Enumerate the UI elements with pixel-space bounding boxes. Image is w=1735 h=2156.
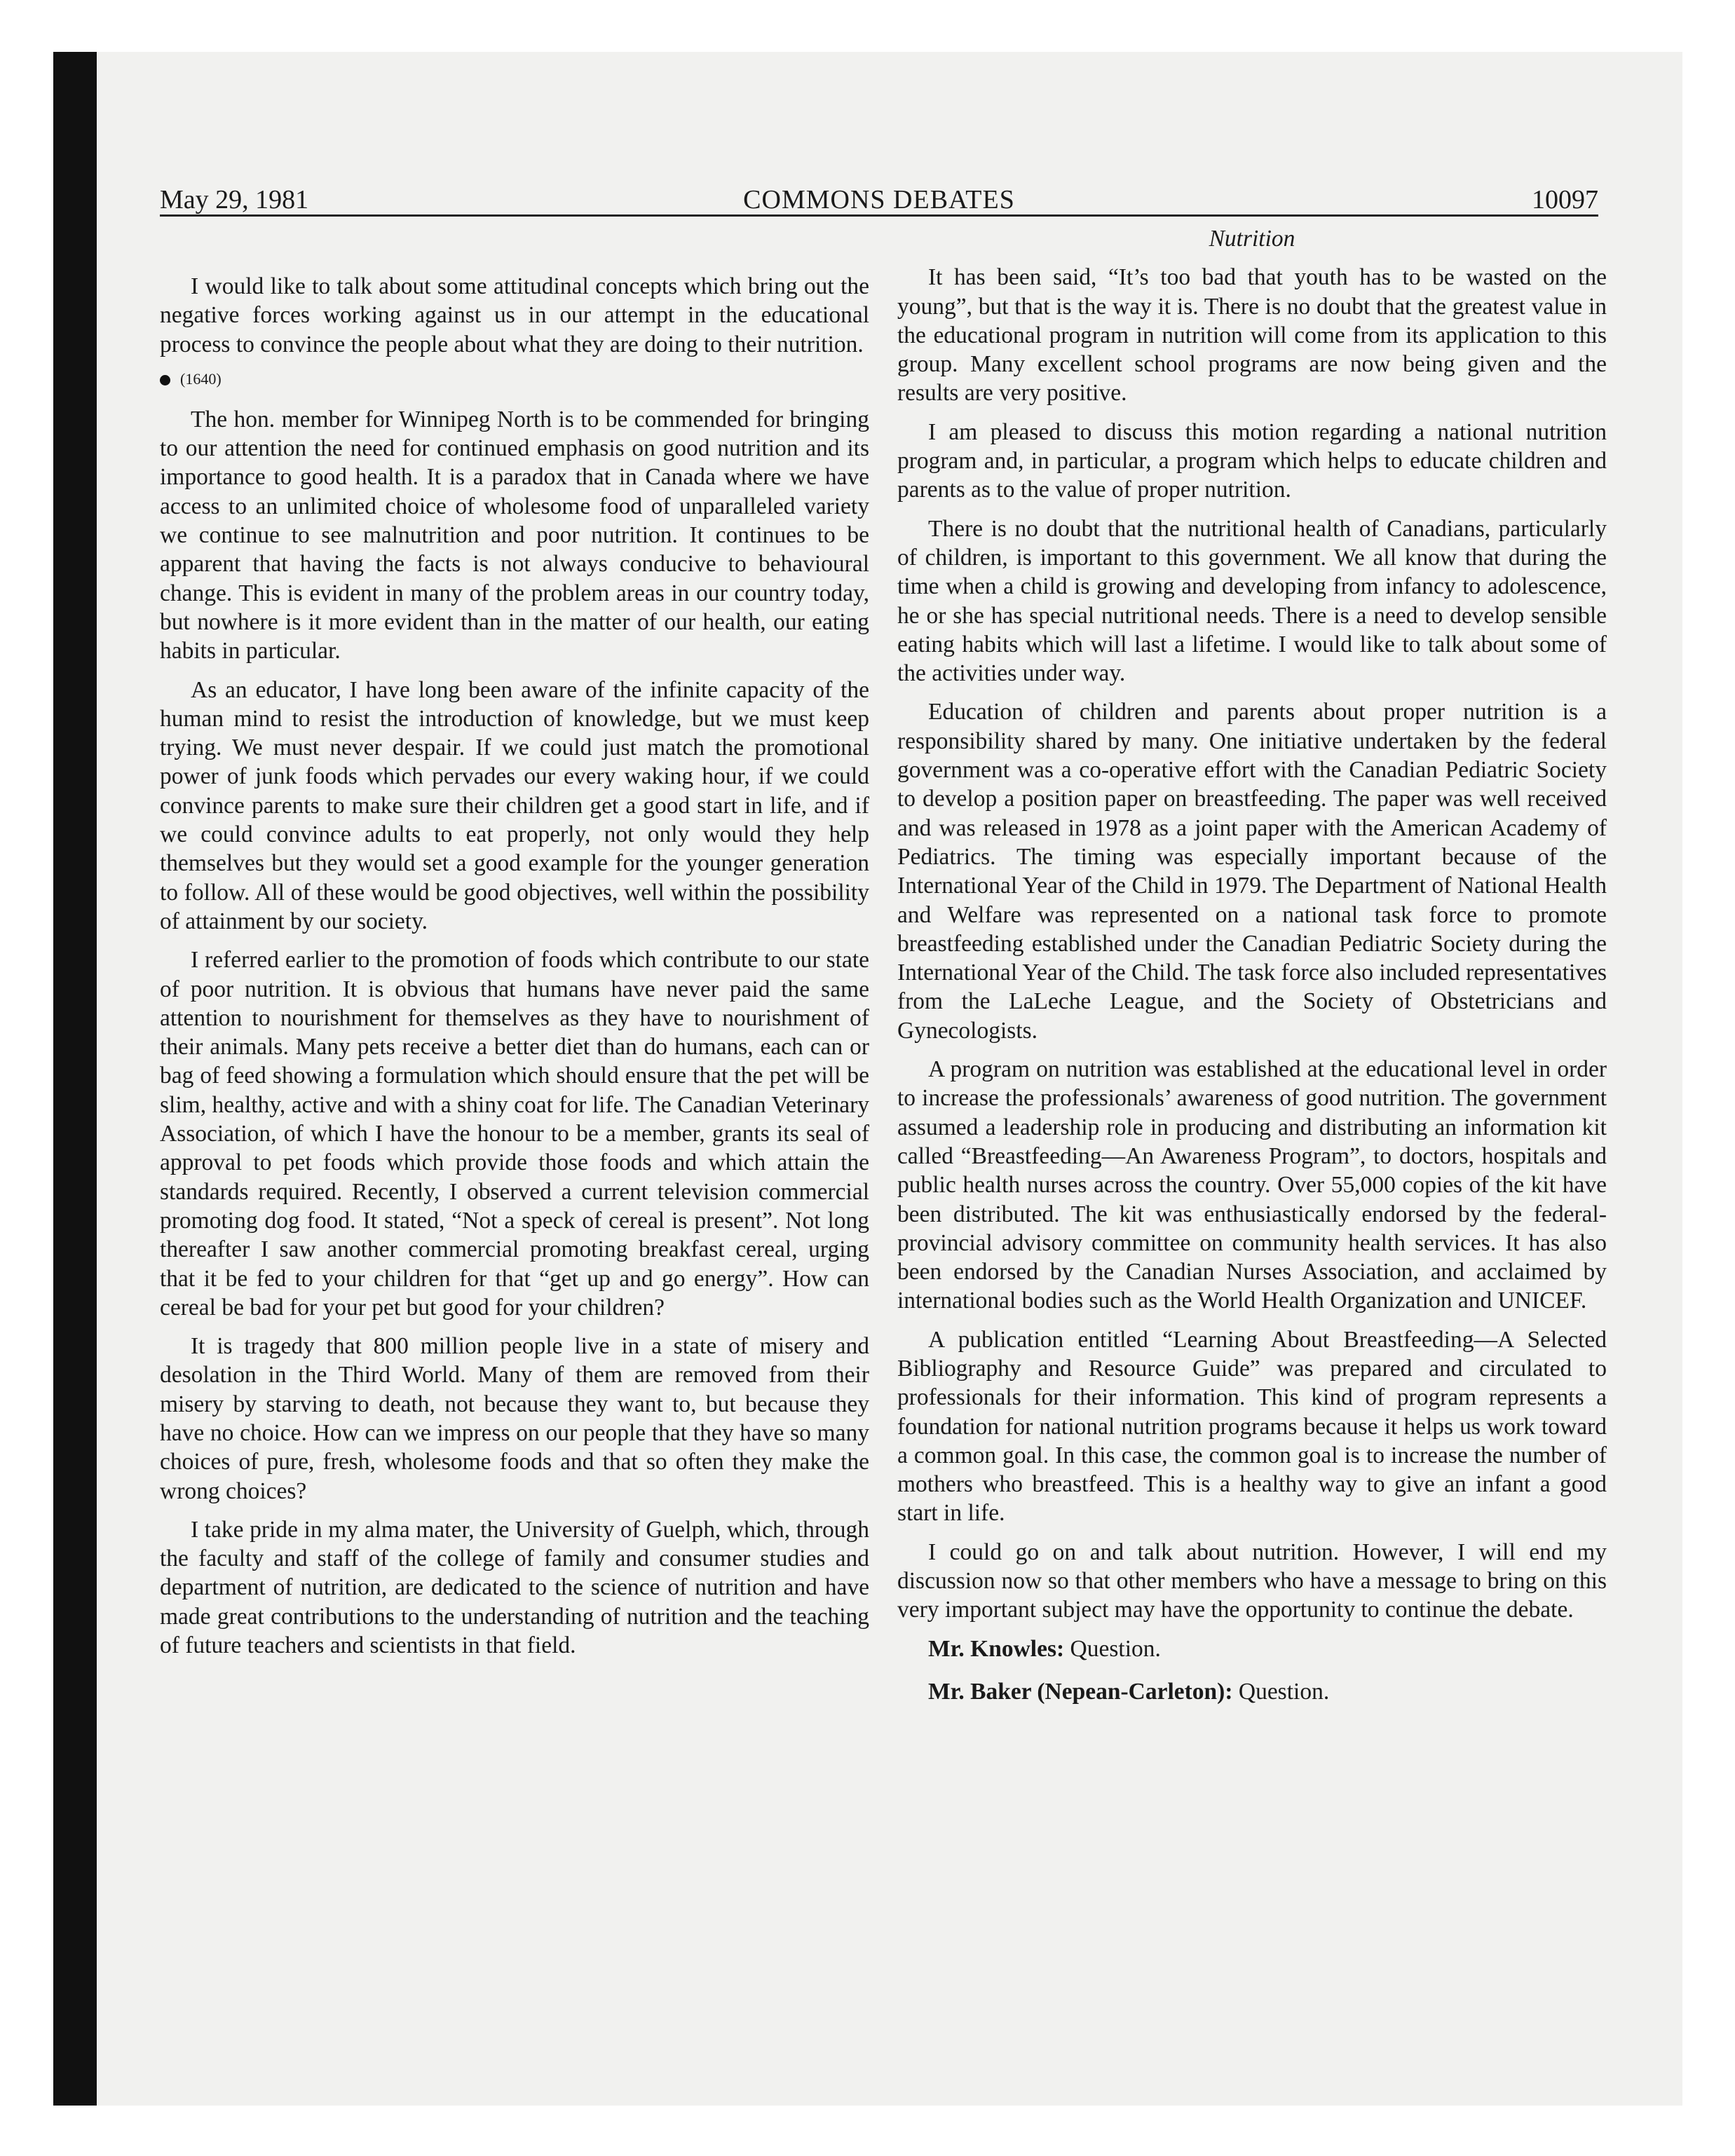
right-column xyxy=(897,224,1607,1716)
speech-knowles xyxy=(897,1635,1607,1663)
left-paragraph-3: As an educator, I have long been aware of the infinite capacity of the human mind to resist the introduction of knowledge, but we must keep trying. We must never despair. If we could just match the promotional power of junk foods which pervades our every waking hour, if we could convince parents to make sure their children get a good start in life, and if we could convince adults to eat properly, not only would they help themselves but they would set a good example for the younger generation to follow. All of these would be good objectives, well within the possibility of attainment by our society. xyxy=(160,676,869,934)
right-paragraph-2: I am pleased to discuss this motion regarding a national nutrition program and, in particular, a program which helps to educate children and parents as to the value of proper nutrition. xyxy=(897,418,1607,503)
right-paragraph-6: A publication entitled “Learning About Breastfeeding—A Selected Bibliography and Resource Guide” was prepared and circulated to professionals for their information. This kind of program represents a foundation for national nutrition programs because it helps us work toward a common goal. In this case, the common goal is to increase the number of mothers who breastfeed. This is a healthy way to give an infant a good start in life. xyxy=(897,1326,1607,1527)
left-paragraph-1: I would like to talk about some attitudinal concepts which bring out the negative forces working against us in our attempt in the educational process to convince the people about what they are doing to their nutrition. xyxy=(160,273,869,357)
speech-text: Question. xyxy=(1238,1678,1330,1705)
section-heading: Nutrition xyxy=(1209,226,1295,252)
right-paragraph-3: There is no doubt that the nutritional health of Canadians, particularly of children, is important to this government. We all know that during the time when a child is growing and developing from infancy to adolescence, he or she has special nutritional needs. There is a need to develop sensible eating habits which will last a lifetime. I would like to talk about some of the activities under way. xyxy=(897,515,1607,687)
header-date: May 29, 1981 xyxy=(160,185,309,214)
timestamp: (1640) xyxy=(180,369,222,388)
speaker-name: Mr. Baker (Nepean-Carleton): xyxy=(928,1678,1233,1705)
header-page-number: 10097 xyxy=(1532,185,1598,214)
right-paragraph-1: It has been said, “It’s too bad that youth has to be wasted on the young”, but that is the way it is. There is no doubt that the greatest value in the educational program in nutrition will come from its application to this group. Many excellent school programs are now being given and the results are very positive. xyxy=(897,264,1607,407)
speech-baker xyxy=(897,1677,1607,1706)
header-title: COMMONS DEBATES xyxy=(743,185,1015,214)
speaker-name: Mr. Knowles: xyxy=(928,1635,1065,1662)
timestamp-marker xyxy=(160,369,869,390)
right-paragraph-7: I could go on and talk about nutrition. However, I will end my discussion now so that other members who have a message to bring on this very important subject may have the opportunity to continue the debate. xyxy=(897,1538,1607,1623)
left-paragraph-5: It is tragedy that 800 million people live in a state of misery and desolation in the Third World. Many of them are removed from their misery by starving to death, not because they want to, but because they have no choice. How can we impress on our people that they have so many choices of pure, fresh, wholesome foods and that so often they make the wrong choices? xyxy=(160,1333,869,1504)
binding-edge xyxy=(53,52,97,2106)
header-rule xyxy=(160,214,1598,217)
left-paragraph-6: I take pride in my alma mater, the University of Guelph, which, through the faculty and staff of the college of family and consumer studies and department of nutrition, are dedicated to the science of nutrition and have made great contributions to the understanding of nutrition and the teaching of future teachers and scientists in that field. xyxy=(160,1516,869,1659)
right-paragraph-4: Education of children and parents about proper nutrition is a responsibility shared by many. One initiative undertaken by the federal government was a co-operative effort with the Canadian Pediatric Society to develop a position paper on breastfeeding. The paper was well received and was released in 1978 as a joint paper with the American Academy of Pediatrics. The timing was especially important because of the International Year of the Child in 1979. The Department of National Health and Welfare was represented on a national task force to promote breastfeeding established under the Canadian Pediatric Society during the International Year of the Child. The task force also included representatives from the LaLeche League, and the Society of Obstetricians and Gynecologists. xyxy=(897,699,1607,1044)
speech-text: Question. xyxy=(1070,1635,1161,1662)
left-paragraph-2: The hon. member for Winnipeg North is to be commended for bringing to our attention the need for continued emphasis on good nutrition and its importance to good health. It is a paradox that in Canada where we have access to an unlimited choice of wholesome food of unparalleled variety we continue to see malnutrition and poor nutrition. It continues to be apparent that having the facts is not always conducive to behavioural change. This is evident in many of the problem areas in our country today, but nowhere is it more evident than in the matter of our health, our eating habits in particular. xyxy=(160,406,869,664)
left-column xyxy=(160,272,869,1670)
left-paragraph-4: I referred earlier to the promotion of foods which contribute to our state of poor nutrition. It is obvious that humans have never paid the same attention to nourishment for themselves as they have to nourishment of their animals. Many pets receive a better diet than do humans, each can or bag of feed showing a formulation which should ensure that the pet will be slim, healthy, active and with a shiny coat for life. The Canadian Veterinary Association, of which I have the honour to be a member, grants its seal of approval to pet foods which provide those foods and which attain the standards required. Recently, I observed a current television commercial promoting dog food. It stated, “Not a speck of cereal is present”. Not long thereafter I saw another commercial promoting breakfast cereal, urging that it be fed to your children for that “get up and go energy”. How can cereal be bad for your pet but good for your children? xyxy=(160,947,869,1321)
bullet-icon xyxy=(160,375,170,386)
right-paragraph-5: A program on nutrition was established at the educational level in order to increase the professionals’ awareness of good nutrition. The government assumed a leadership role in producing and distributing an information kit called “Breastfeeding—An Awareness Program”, to doctors, hospitals and public health nurses across the country. Over 55,000 copies of the kit have been distributed. The kit was enthusiastically endorsed by the federal-provincial advisory committee on community health services. It has also been endorsed by the Canadian Nurses Association, and acclaimed by international bodies such as the World Health Organization and UNICEF. xyxy=(897,1056,1607,1314)
